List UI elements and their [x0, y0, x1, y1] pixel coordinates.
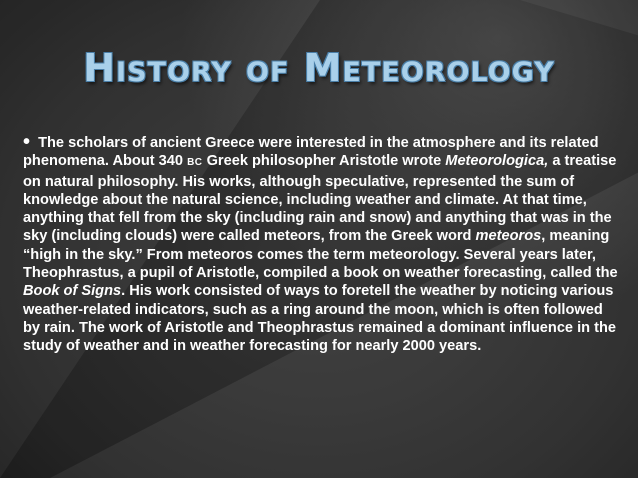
book-of-signs-title: Book of Signs: [23, 283, 122, 300]
text-segment-2: Greek philosopher Aristotle wrote: [202, 153, 446, 170]
meteoros-word: meteoros: [475, 228, 542, 245]
body-paragraph: [23, 133, 619, 356]
text-segment-4: , meaning “high in the sky.” From meteoros comes the term meteorology. Several years later, Theophrastus, a pupil of Aristotle, compiled a book on weather forecasting, called the: [23, 228, 618, 282]
text-segment-1: The scholars of ancient Greece were interested in the atmosphere and its related phenomena. About 340: [23, 135, 599, 170]
text-segment-3: a treatise on natural philosophy. His works, although speculative, represented the sum of knowledge about the natural science, including weather and climate. At that time, anything that fell from the sky (including rain and snow) and anything that was in the sky (including clouds) were called meteors, from the Greek word: [23, 153, 617, 245]
meteorologica-title: Meteorologica,: [445, 153, 549, 170]
slide-title: History of Meteorology: [83, 46, 555, 90]
bc-abbreviation: BC: [187, 157, 203, 169]
text-segment-5: . His work consisted of ways to foretell the weather by noticing various weather-related indicators, such as a ring around the moon, which is often followed by rain. The work of Aristotle and Theophrastus remained a dominant influence in the study of weather and in weather forecasting for nearly 2000 years.: [23, 283, 617, 355]
bullet-icon: •: [23, 131, 31, 153]
